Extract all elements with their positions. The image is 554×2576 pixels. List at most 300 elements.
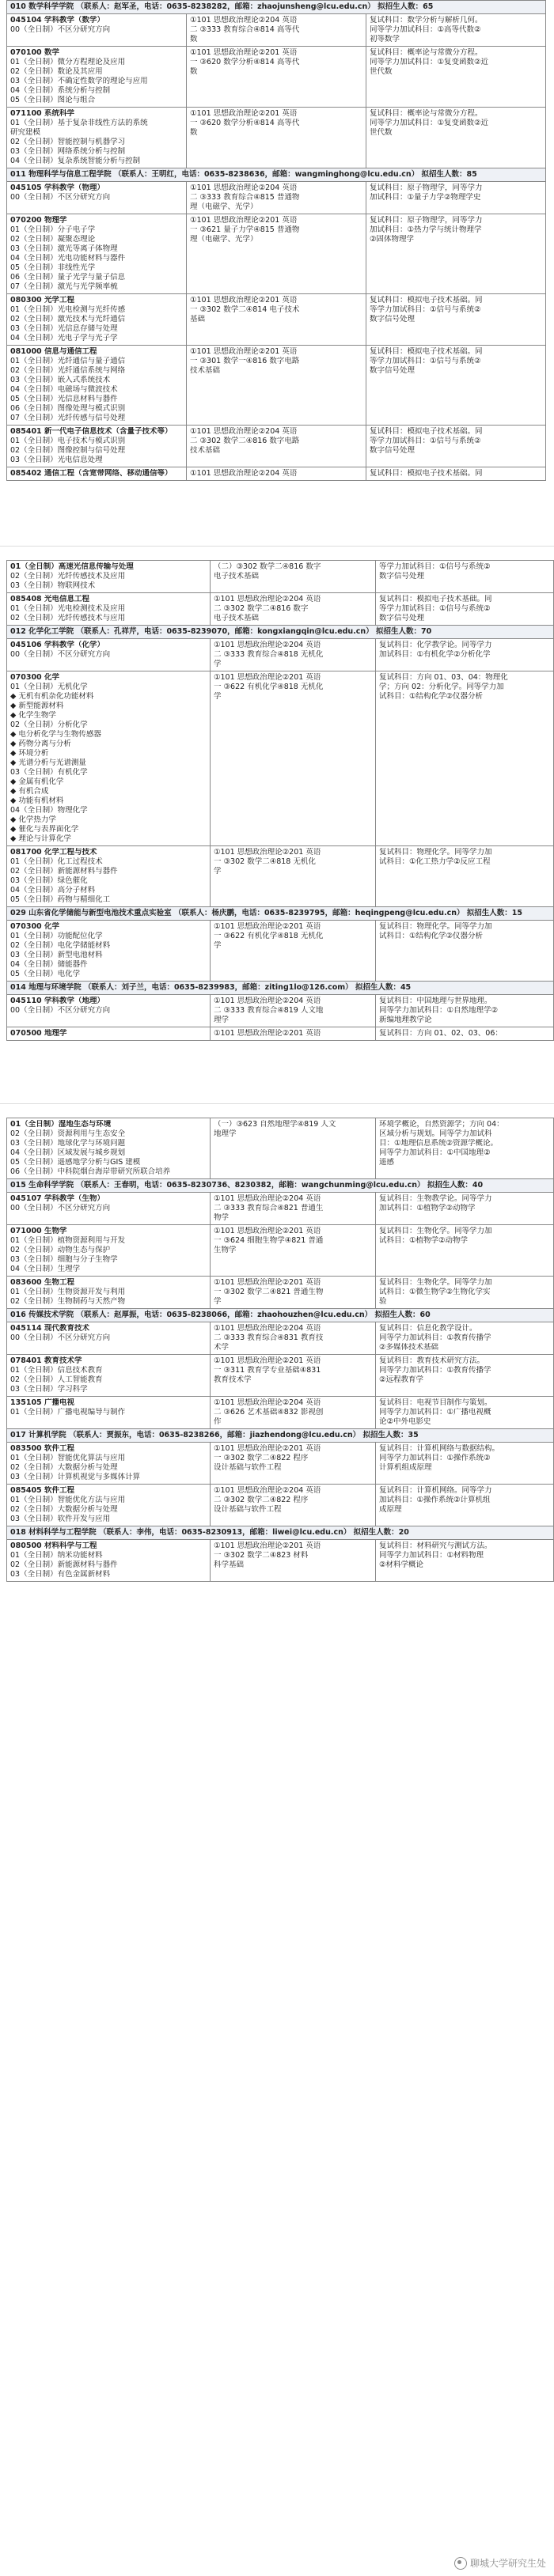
cell-line: 01（全日制）光电检测技术及应用 <box>10 604 126 613</box>
major-title: 135105 广播电视 <box>10 1398 74 1407</box>
retest-subjects-cell <box>366 346 546 426</box>
exam-subjects-cell <box>211 639 376 671</box>
cell-line: 03（全日制）网络系统分析与控制 <box>10 147 126 156</box>
retest-subjects-cell <box>366 108 546 168</box>
major-row <box>7 47 546 108</box>
cell-line: 教育技术学 <box>214 1375 252 1384</box>
cell-line: 04（全日制）生理学 <box>10 1265 81 1273</box>
cell-line: 04（全日制）储能器件 <box>10 960 88 969</box>
cell-line: 一 ③620 数学分析④814 高等代 <box>190 119 300 127</box>
major-row <box>7 1540 554 1582</box>
cell-line: 00（全日制）不区分研究方向 <box>10 650 111 659</box>
cell-line: 理（电磁学、光学） <box>190 235 258 244</box>
cell-line: 03（全日制）光电信息处理 <box>10 456 103 464</box>
cell-line: ①101 思想政治理论②204 英语 <box>214 641 321 649</box>
cell-line: ①101 思想政治理论②201 英语 <box>214 848 321 857</box>
major-cell <box>7 1443 211 1485</box>
cell-line: 00（全日制）不区分研究方向 <box>10 1333 111 1342</box>
cell-line: 数字信号处理 <box>379 572 425 581</box>
cell-line: 01（全日制）智能优化方法与应用 <box>10 1496 126 1504</box>
retest-subjects-cell <box>366 182 546 214</box>
cell-line: 04（全日制）光电功能材料与器件 <box>10 254 126 263</box>
cell-line: 等学力加试科目：①信号与系统② <box>370 357 481 365</box>
cell-line: ①101 思想政治理论②204 英语 <box>190 469 298 478</box>
exam-subjects-cell <box>187 108 366 168</box>
major-cell <box>7 108 187 168</box>
document-page-3 <box>6 1118 546 1582</box>
cell-line: 电子技术基础 <box>214 614 260 622</box>
watermark-text: 聊城大学研究生处 <box>469 2558 546 2569</box>
cell-line: 02（全日制）凝聚态理论 <box>10 235 96 244</box>
cell-line: 02（全日制）动物生态与保护 <box>10 1246 111 1254</box>
major-title: 070500 地理学 <box>10 1029 67 1038</box>
cell-line: ◆ 环境分析 <box>10 749 49 758</box>
major-title: 078401 教育技术学 <box>10 1356 82 1365</box>
exam-subjects-cell <box>211 1485 376 1526</box>
major-cell <box>7 921 211 982</box>
cell-line: 二 ③302 数学二④822 程序 <box>214 1496 309 1504</box>
cell-line: 05（全日制）图论与组合 <box>10 96 96 104</box>
cell-line: ◆ 理论与计算化学 <box>10 834 71 843</box>
cell-line: ①101 思想政治理论②204 英语 <box>190 427 298 436</box>
exam-subjects-cell <box>211 846 376 907</box>
cell-line: 04（全日制）高分子材料 <box>10 886 96 895</box>
cell-line: 03（全日制）不确定性数学的理论与应用 <box>10 77 148 85</box>
college-header: 014 地理与环境学院 （联系人：刘子兰，电话：0635-8239983，邮箱：ziting1lo@126.com） 拟招生人数：45 <box>7 982 554 995</box>
cell-line: 同等学力加试科目：①自然地理学② <box>379 1006 499 1015</box>
cell-line: 同等学力加试科目：①材料物理 <box>379 1551 484 1560</box>
major-cell <box>7 346 187 426</box>
cell-line: 05（全日制）电化学 <box>10 970 81 978</box>
major-cell <box>7 671 211 846</box>
major-title: 081000 信息与通信工程 <box>10 347 97 356</box>
page-divider <box>0 1103 554 1104</box>
cell-line: （二）③302 数学二④816 数字 <box>214 562 321 571</box>
retest-subjects-cell <box>366 294 546 346</box>
cell-line: 学 <box>214 692 222 701</box>
cell-line: 一 ③302 数学二④822 程序 <box>214 1454 309 1462</box>
major-title: 045114 现代教育技术 <box>10 1324 89 1333</box>
exam-subjects-cell <box>211 1322 376 1355</box>
cell-line: 学；方向 02：分析化学。同等学力加 <box>379 683 504 691</box>
cell-line: （一）③623 自然地理学④819 人文 <box>214 1120 336 1129</box>
cell-line: ①101 思想政治理论②201 英语 <box>190 48 298 57</box>
exam-subjects-cell <box>187 214 366 294</box>
major-cell <box>7 214 187 294</box>
cell-line: ①101 思想政治理论②204 英语 <box>214 595 321 603</box>
major-row <box>7 108 546 168</box>
cell-line: 02（全日制）新能源材料与器件 <box>10 867 118 876</box>
cell-line: 03（全日制）细胞与分子生物学 <box>10 1255 118 1264</box>
college-header-row <box>7 1179 554 1193</box>
cell-line: 复试科目：生物化学。同等学力加 <box>379 1278 492 1287</box>
major-row <box>7 921 554 982</box>
cell-line: 复试科目：模拟电子技术基础。同 <box>379 595 492 603</box>
cell-line: 06（全日制）量子光学与量子信息 <box>10 273 126 282</box>
cell-line: 目：①地理信息系统②资源学概论。 <box>379 1139 499 1148</box>
major-cell <box>7 1225 211 1277</box>
college-header: 017 计算机学院 （联系人：贾振东，电话：0635-8238266，邮箱：jiazhendong@lcu.edu.cn） 拟招生人数：35 <box>7 1429 554 1443</box>
cell-line: 二 ③302 数学二④816 数字 <box>214 604 309 613</box>
cell-line: 复试科目：模拟电子技术基础。同 <box>370 427 483 436</box>
cell-line: ◆ 新型能源材料 <box>10 702 64 710</box>
cell-line: ①101 思想政治理论②201 英语 <box>214 1444 321 1453</box>
exam-subjects-cell <box>211 593 376 626</box>
cell-line: 03（全日制）新型电池材料 <box>10 951 103 959</box>
cell-line: 05（全日制）非线性光学 <box>10 263 96 272</box>
retest-subjects-cell <box>376 1322 554 1355</box>
retest-subjects-cell <box>376 1540 554 1582</box>
major-title: 080300 光学工程 <box>10 296 74 305</box>
cell-line: 复试科目：信息化教学设计。 <box>379 1324 477 1333</box>
cell-line: 07（全日制）光纤传感与信号处理 <box>10 414 126 422</box>
major-cell <box>7 639 211 671</box>
cell-line: 01（全日制）微分方程理论及应用 <box>10 58 126 66</box>
cell-line: 04（全日制）光电子学与光子学 <box>10 334 118 342</box>
exam-subjects-cell <box>211 1118 376 1179</box>
cell-line: 04（全日制）复杂系统智能分析与控制 <box>10 157 141 165</box>
cell-line: 02（全日制）电化学储能材料 <box>10 941 111 950</box>
cell-line: 复试科目：概率论与常微分方程。 <box>370 48 483 57</box>
cell-line: 复试科目：计算机网络与数据结构。 <box>379 1444 500 1453</box>
cell-line: 一 ③622 有机化学④818 无机化 <box>214 932 324 940</box>
cell-line: 00（全日制）不区分研究方向 <box>10 1006 111 1015</box>
cell-line: 01（全日制）电子技术与模式识别 <box>10 437 126 445</box>
cell-line: ◆ 金属有机化学 <box>10 777 64 786</box>
cell-line: 同等学力加试科目：①高等代数② <box>370 25 481 34</box>
cell-line: 试科目：①结构化学②仪器分析 <box>379 692 484 701</box>
cell-line: 二 ③333 教育综合④819 人文地 <box>214 1006 324 1015</box>
college-header-row <box>7 907 554 921</box>
cell-line: 复试科目：原子物理学，同等学力 <box>370 183 483 192</box>
major-cell <box>7 1397 211 1429</box>
cell-line: 复试科目：方向 01、02、03、06： <box>379 1029 503 1038</box>
cell-line: 设计基础与软件工程 <box>214 1505 282 1514</box>
cell-line: 01（全日制）功能配位化学 <box>10 932 103 940</box>
cell-line: 二 ③333 教育综合④831 教育技 <box>214 1333 324 1342</box>
cell-line: 03（全日制）激光等离子体物理 <box>10 244 118 253</box>
cell-line: ①101 思想政治理论②204 英语 <box>190 16 298 25</box>
cell-line: 世代数 <box>370 128 393 137</box>
cell-line: 01（全日制）信息技术教育 <box>10 1366 103 1375</box>
exam-subjects-cell <box>187 14 366 47</box>
college-header-row <box>7 982 554 995</box>
college-header: 012 化学化工学院 （联系人：孔祥芹，电话：0635-8239070，邮箱：kongxiangqin@lcu.edu.cn） 拟招生人数：70 <box>7 626 554 639</box>
cell-line: ①101 思想政治理论②204 英语 <box>214 997 321 1005</box>
major-cell <box>7 1193 211 1225</box>
retest-subjects-cell <box>366 14 546 47</box>
major-cell <box>7 1027 211 1041</box>
exam-subjects-cell <box>211 1355 376 1397</box>
cell-line: 02（全日制）分析化学 <box>10 721 88 729</box>
cell-line: ①101 思想政治理论②204 英语 <box>214 1486 321 1495</box>
cell-line: 同等学力加试科目：①操作系统② <box>379 1454 491 1462</box>
cell-line: 一 ③302 数学二④814 电子技术 <box>190 305 300 314</box>
cell-line: 07（全日制）激光与光学频率梳 <box>10 282 118 291</box>
cell-line: 加试科目：①操作系统②计算机组 <box>379 1496 491 1504</box>
retest-subjects-cell <box>376 1443 554 1485</box>
major-row <box>7 14 546 47</box>
major-row <box>7 1225 554 1277</box>
cell-line: 二 ③626 艺术基础④832 影视创 <box>214 1408 324 1417</box>
cell-line: 01（全日制）植物资源利用与开发 <box>10 1236 126 1245</box>
cell-line: 一 ③311 教育学专业基础④831 <box>214 1366 321 1375</box>
major-row <box>7 671 554 846</box>
cell-line: 复试科目：化学教学论。同等学力 <box>379 641 492 649</box>
major-cell <box>7 294 187 346</box>
cell-line: ②固体物理学 <box>370 235 415 244</box>
major-row <box>7 182 546 214</box>
cell-line: 数 <box>190 35 198 44</box>
cell-line: 技术基础 <box>190 366 221 375</box>
major-row <box>7 639 554 671</box>
major-row <box>7 1322 554 1355</box>
cell-line: 03（全日制）绿色催化 <box>10 876 88 885</box>
major-cell <box>7 1355 211 1397</box>
cell-line: 设计基础与软件工程 <box>214 1463 282 1472</box>
cell-line: 一 ③622 有机化学④818 无机化 <box>214 683 324 691</box>
cell-line: 复试科目：电视节目制作与策划。 <box>379 1398 492 1407</box>
document-page-2 <box>6 560 546 1041</box>
major-cell <box>7 1485 211 1526</box>
college-header-row <box>7 1309 554 1322</box>
major-row <box>7 1485 554 1526</box>
cell-line: 同等学力加试科目：①复变函数②近 <box>370 58 489 66</box>
major-title: 045104 学科教学（数学） <box>10 16 104 25</box>
major-title: 085401 新一代电子信息技术（含量子技术等） <box>10 427 173 436</box>
cell-line: 复试科目：生物化学。同等学力加 <box>379 1227 492 1235</box>
cell-line: 02（全日制）大数据分析与处理 <box>10 1505 118 1514</box>
cell-line: 01（全日制）光电检测与光纤传感 <box>10 305 126 314</box>
major-cell <box>7 426 187 467</box>
admission-table <box>6 1118 554 1582</box>
retest-subjects-cell <box>376 846 554 907</box>
major-title: 081700 化学工程与技术 <box>10 848 97 857</box>
retest-subjects-cell <box>366 47 546 108</box>
cell-line: 复试科目：方向 01、03、04：物理化 <box>379 673 508 682</box>
major-cell <box>7 14 187 47</box>
cell-line: 02（全日制）生物制药与天然产物 <box>10 1297 126 1306</box>
cell-line: 物学 <box>214 1213 230 1222</box>
exam-subjects-cell <box>211 561 376 593</box>
cell-line: 数字信号处理 <box>370 366 416 375</box>
retest-subjects-cell <box>376 593 554 626</box>
cell-line: 等学力加试科目：①信号与系统② <box>370 305 481 314</box>
cell-line: 研究建模 <box>10 128 41 137</box>
cell-line: ①101 思想政治理论②204 英语 <box>214 1398 321 1407</box>
cell-line: 加试科目：①植物学②动物学 <box>379 1204 476 1212</box>
cell-line: 学 <box>214 660 222 668</box>
college-header: 029 山东省化学储能与新型电池技术重点实验室 （联系人：杨庆鹏，电话：0635-8239795，邮箱：heqingpeng@lcu.edu.cn） 拟招生人数：15 <box>7 907 554 921</box>
cell-line: ②远程教育学 <box>379 1375 424 1384</box>
cell-line: 加试科目：①热力学与统计物理学 <box>370 225 482 234</box>
cell-line: 01（全日制）光纤通信与量子通信 <box>10 357 126 365</box>
cell-line: 01（全日制）广播电视编导与制作 <box>10 1408 126 1417</box>
major-row <box>7 1027 554 1041</box>
cell-line: 02（全日制）数论及其应用 <box>10 67 103 76</box>
major-row <box>7 294 546 346</box>
exam-subjects-cell <box>187 467 366 481</box>
cell-line: 学 <box>214 1297 222 1306</box>
cell-line: ①101 思想政治理论②204 英语 <box>214 1194 321 1203</box>
retest-subjects-cell <box>376 1193 554 1225</box>
major-cell <box>7 593 211 626</box>
cell-line: 05（全日制）光信息材料与器件 <box>10 395 118 403</box>
cell-line: 验 <box>379 1297 387 1306</box>
major-cell <box>7 182 187 214</box>
college-header: 011 物理科学与信息工程学院 （联系人：王明红，电话：0635-8238636，邮箱：wangminghong@lcu.edu.cn） 拟招生人数：85 <box>7 168 546 182</box>
cell-line: 初等数学 <box>370 35 400 44</box>
cell-line: 02（全日制）光纤传感技术及应用 <box>10 572 126 581</box>
cell-line: 术学 <box>214 1343 230 1352</box>
major-row <box>7 1277 554 1309</box>
cell-line: ◆ 无机有机杂化功能材料 <box>10 692 94 701</box>
major-cell <box>7 1277 211 1309</box>
cell-line: 01（全日制）智能优化算法与应用 <box>10 1454 126 1462</box>
major-row <box>7 467 546 481</box>
major-title: 070300 化学 <box>10 922 59 931</box>
cell-line: 复试科目：原子物理学，同等学力 <box>370 216 483 225</box>
cell-line: 等学力加试科目：①信号与系统② <box>379 562 491 571</box>
cell-line: 加试科目：①有机化学②分析化学 <box>379 650 491 659</box>
cell-line: 学 <box>214 867 222 876</box>
cell-line: 成原理 <box>379 1505 402 1514</box>
cell-line: 复试科目：材料研究与测试方法。 <box>379 1541 492 1550</box>
cell-line: 复试科目：概率论与常微分方程。 <box>370 109 483 118</box>
cell-line: 二 ③333 教育综合④821 普通生 <box>214 1204 324 1212</box>
major-cell <box>7 1118 211 1179</box>
college-header: 018 材料科学与工程学院 （联系人：李伟，电话：0635-8230913，邮箱：liwei@lcu.edu.cn） 拟招生人数：20 <box>7 1526 554 1540</box>
retest-subjects-cell <box>366 214 546 294</box>
cell-line: ①101 思想政治理论②201 英语 <box>214 922 321 931</box>
cell-line: 01（全日制）化工过程技术 <box>10 857 103 866</box>
cell-line: 一 ③301 数学一④816 数字电路 <box>190 357 300 365</box>
cell-line: 同等学力加试科目：①中国地理② <box>379 1148 491 1157</box>
cell-line: 一 ③620 数学分析④814 高等代 <box>190 58 300 66</box>
cell-line: ◆ 光谱分析与光谱测量 <box>10 758 86 767</box>
page-divider <box>0 546 554 547</box>
exam-subjects-cell <box>211 1225 376 1277</box>
cell-line: ◆ 化学生物学 <box>10 711 56 720</box>
cell-line: 01（全日制）无机化学 <box>10 683 88 691</box>
cell-line: 地理学 <box>214 1129 237 1138</box>
cell-line: 学 <box>214 941 222 950</box>
retest-subjects-cell <box>376 995 554 1027</box>
cell-line: 03（全日制）学习科学 <box>10 1385 88 1394</box>
cell-line: ◆ 电分析化学与生物传感器 <box>10 730 101 739</box>
cell-line: 03（全日制）有机化学 <box>10 768 88 777</box>
cell-line: 02（全日制）智能控制与机器学习 <box>10 138 126 146</box>
document-page-1 <box>6 0 546 481</box>
admission-table <box>6 0 546 481</box>
major-title: 045110 学科教学（地理） <box>10 997 104 1005</box>
cell-line: 02（全日制）激光技术与光纤通信 <box>10 315 126 323</box>
exam-subjects-cell <box>211 671 376 846</box>
admission-table <box>6 560 554 1041</box>
cell-line: 03（全日制）嵌入式系统技术 <box>10 376 111 384</box>
exam-subjects-cell <box>211 1443 376 1485</box>
cell-line: ◆ 功能有机材料 <box>10 796 64 805</box>
major-cell <box>7 561 211 593</box>
cell-line: 等学力加试科目：①信号与系统② <box>379 604 491 613</box>
cell-line: 试科目：①结构化学②仪器分析 <box>379 932 484 940</box>
retest-subjects-cell <box>376 561 554 593</box>
cell-line: 03（全日制）软件开发与应用 <box>10 1515 111 1523</box>
cell-line: 数 <box>190 67 198 76</box>
cell-line: 一 ③302 数学二④821 普通生物 <box>214 1288 324 1296</box>
cell-line: 一 ③302 数学二④818 无机化 <box>214 857 316 866</box>
retest-subjects-cell <box>376 1485 554 1526</box>
cell-line: 04（全日制）物理化学 <box>10 806 88 815</box>
retest-subjects-cell <box>376 1027 554 1041</box>
cell-line: 复试科目：模拟电子技术基础。同 <box>370 469 483 478</box>
cell-line: 数字信号处理 <box>379 614 425 622</box>
major-row <box>7 593 554 626</box>
cell-line: 04（全日制）电磁场与微波技术 <box>10 385 118 394</box>
college-header-row <box>7 626 554 639</box>
cell-line: 同等学力加试科目：①教育传播学 <box>379 1333 491 1342</box>
cell-line: 加试科目：①量子力学②物理学史 <box>370 193 481 202</box>
cell-line: ①101 思想政治理论②201 英语 <box>214 1227 321 1235</box>
major-row <box>7 426 546 467</box>
cell-line: 复试科目：中国地理与世界地理。 <box>379 997 492 1005</box>
cell-line: 02（全日制）人工智能教育 <box>10 1375 103 1384</box>
exam-subjects-cell <box>187 294 366 346</box>
cell-line: 遥感 <box>379 1158 395 1167</box>
cell-line: ①101 思想政治理论②201 英语 <box>214 1029 321 1038</box>
major-row <box>7 346 546 426</box>
exam-subjects-cell <box>211 1540 376 1582</box>
college-header: 010 数学科学学院 （联系人：赵军圣，电话：0635-8238282，邮箱：zhaojunsheng@lcu.edu.cn） 拟招生人数：65 <box>7 1 546 14</box>
cell-line: 二 ③333 教育综合④818 无机化 <box>214 650 324 659</box>
cell-line: 06（全日制）中科院烟台海岸带研究所联合培养 <box>10 1167 171 1176</box>
major-title: 083600 生物工程 <box>10 1278 74 1287</box>
exam-subjects-cell <box>187 346 366 426</box>
major-row <box>7 1397 554 1429</box>
cell-line: 等学力加试科目：①信号与系统② <box>370 437 481 445</box>
major-title: 085408 光电信息工程 <box>10 595 89 603</box>
cell-line: 数 <box>190 128 198 137</box>
cell-line: 世代数 <box>370 67 393 76</box>
major-row <box>7 1193 554 1225</box>
cell-line: ①101 思想政治理论②204 英语 <box>214 1324 321 1333</box>
cell-line: 02（全日制）大数据分析与处理 <box>10 1463 118 1472</box>
cell-line: 计算机组成原理 <box>379 1463 432 1472</box>
cell-line: ①101 思想政治理论②204 英语 <box>190 183 298 192</box>
cell-line: 一 ③624 细胞生物学④821 普通 <box>214 1236 324 1245</box>
major-title: 070300 化学 <box>10 673 59 682</box>
exam-subjects-cell <box>211 921 376 982</box>
retest-subjects-cell <box>376 921 554 982</box>
college-header-row <box>7 1 546 14</box>
retest-subjects-cell <box>376 1355 554 1397</box>
college-header: 015 生命科学学院 （联系人：王春明，电话：0635-8230736、8230382，邮箱：wangchunming@lcu.edu.cn） 拟招生人数：40 <box>7 1179 554 1193</box>
cell-line: 复试科目：模拟电子技术基础。同 <box>370 347 483 356</box>
cell-line: 作 <box>214 1417 222 1426</box>
cell-line: 05（全日制）药物与精细化工 <box>10 895 111 904</box>
cell-line: 试科目：①化工热力学②反应工程 <box>379 857 491 866</box>
exam-subjects-cell <box>211 1397 376 1429</box>
cell-line: 03（全日制）计算机视觉与多媒体计算 <box>10 1473 141 1481</box>
cell-line: 03（全日制）物联网技术 <box>10 581 96 590</box>
retest-subjects-cell <box>366 426 546 467</box>
cell-line: 理（电磁学、光学） <box>190 202 258 211</box>
cell-line: 03（全日制）光信息存储与处理 <box>10 324 118 333</box>
major-title: 085402 通信工程（含宽带网络、移动通信等） <box>10 469 173 478</box>
cell-line: 基础 <box>190 315 206 323</box>
wechat-icon <box>454 2557 467 2570</box>
cell-line: 试科目：①植物学②动物学 <box>379 1236 469 1245</box>
